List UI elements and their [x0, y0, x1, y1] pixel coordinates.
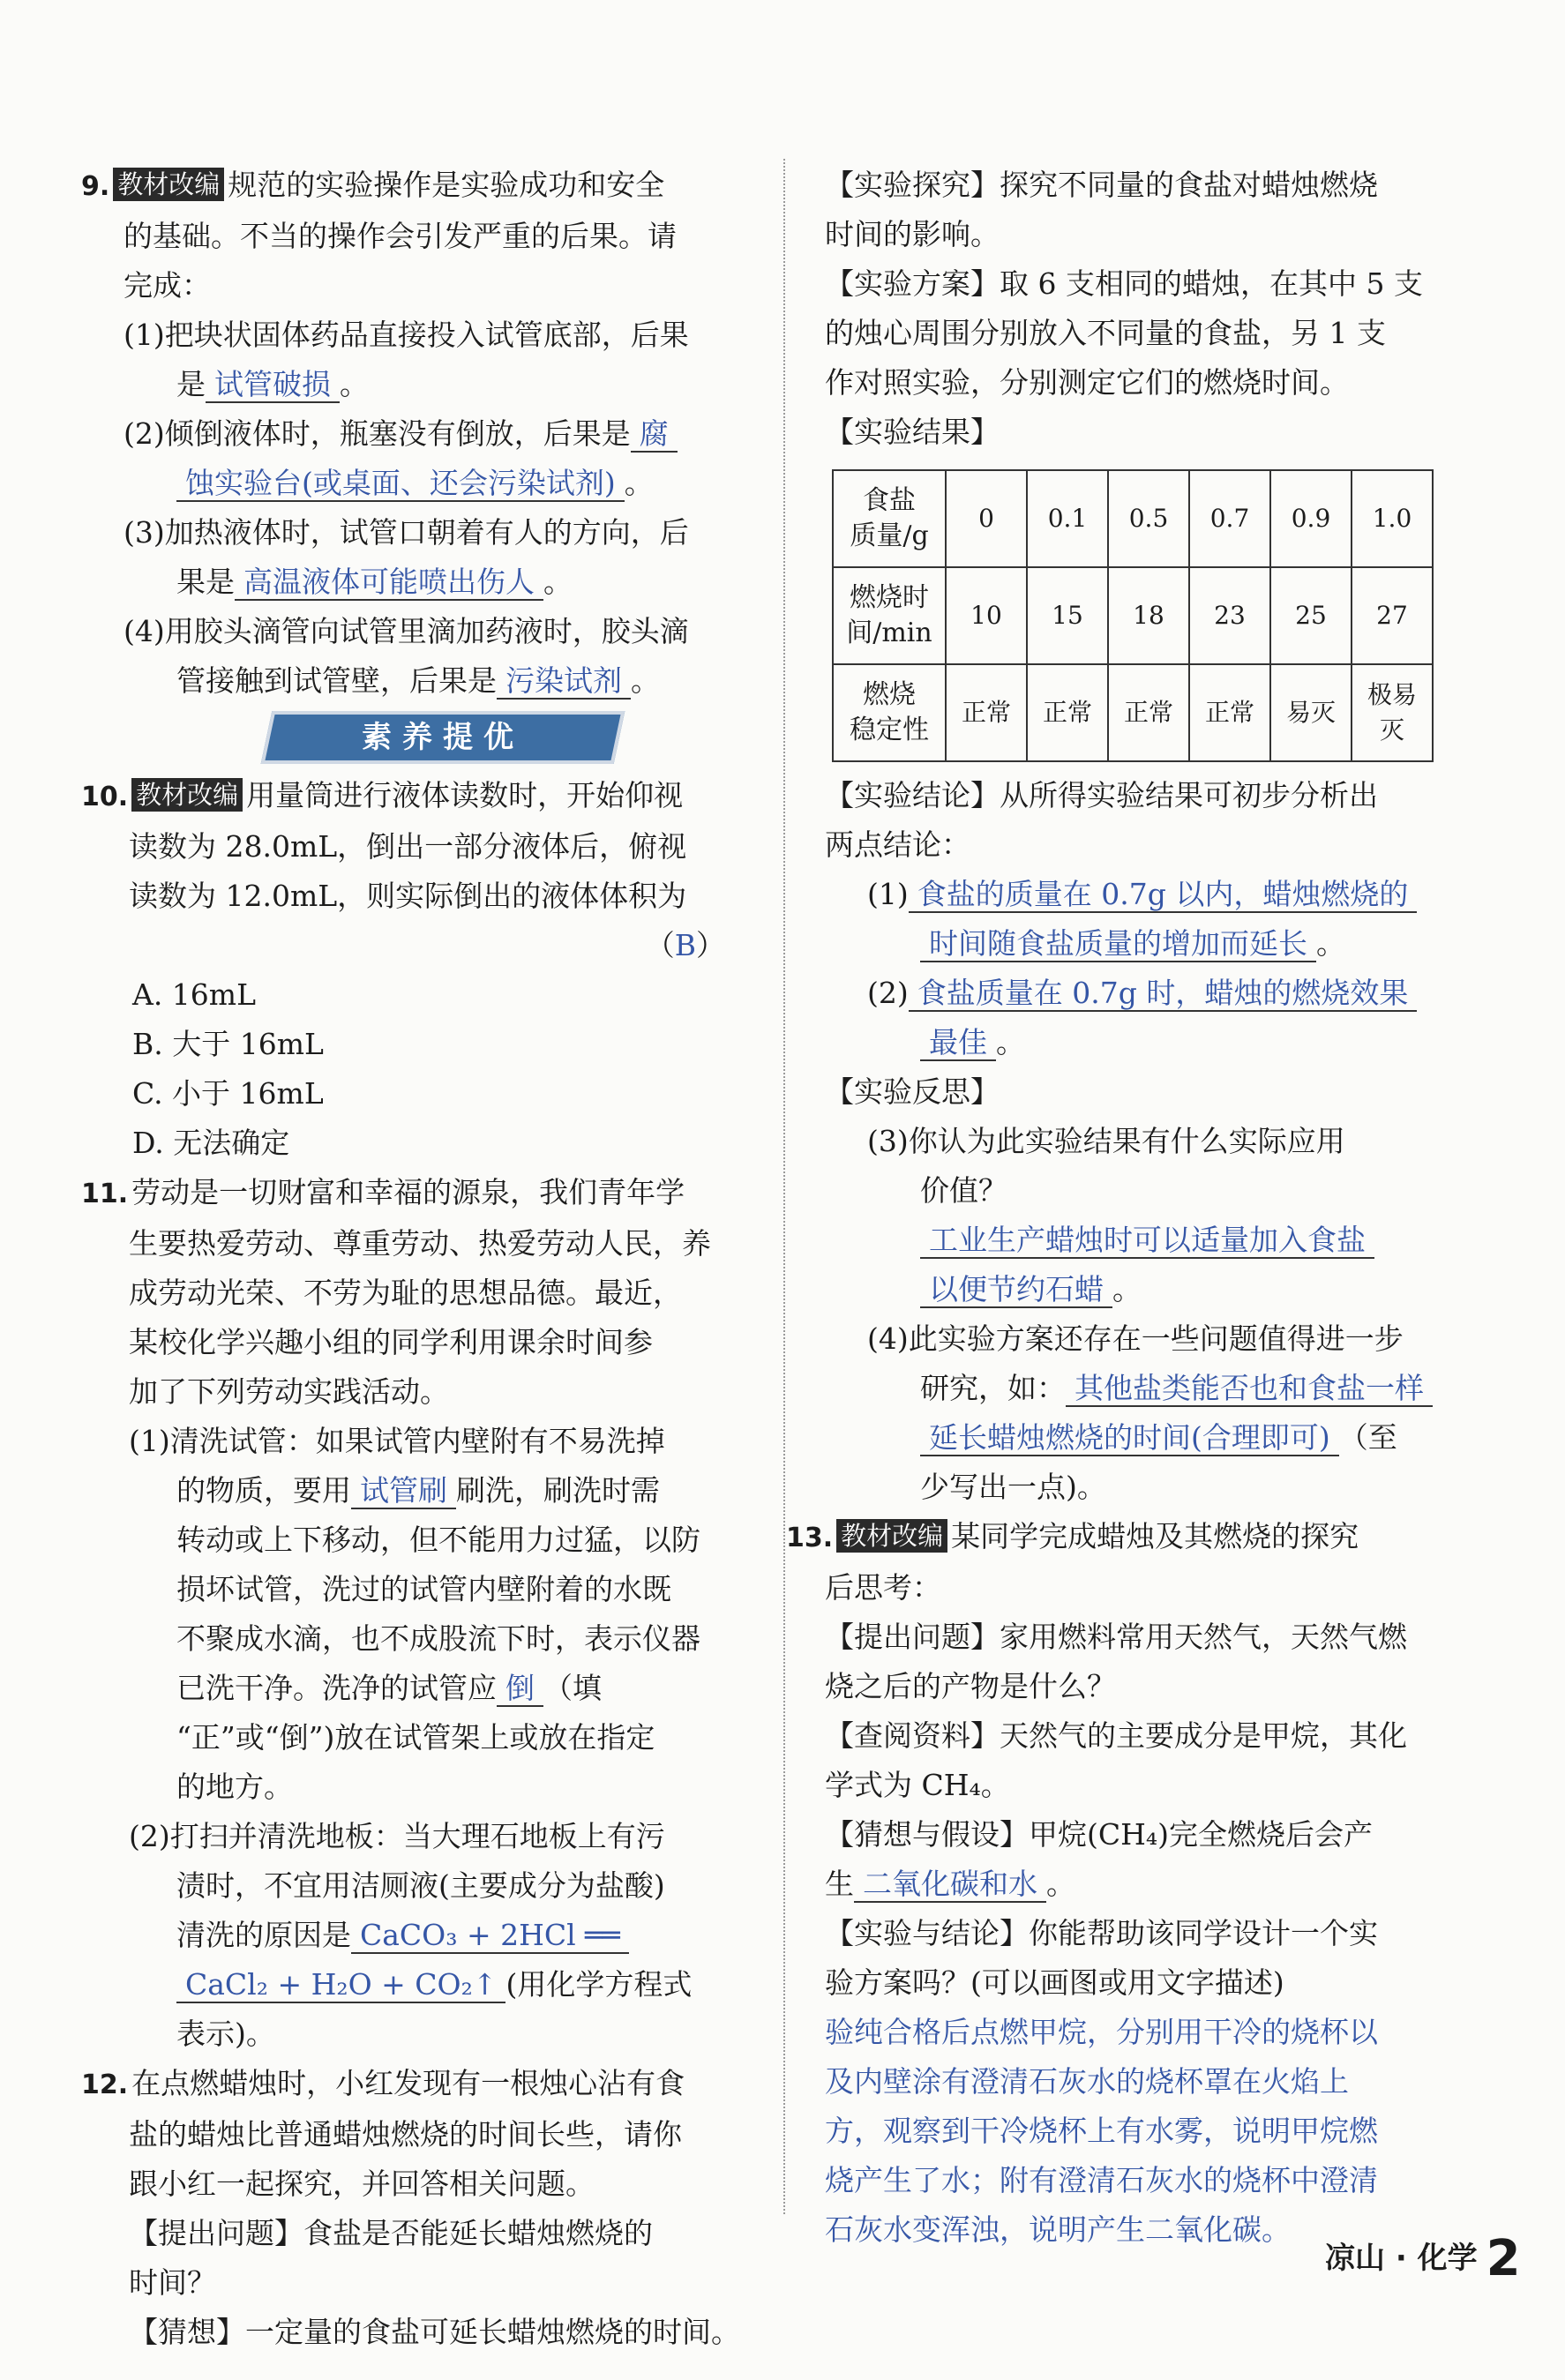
- table-row: 燃烧 稳定性 正常 正常 正常 正常 易灭 极易灭: [833, 664, 1433, 761]
- option-b: B. 大于 16mL: [132, 1027, 324, 1061]
- answer-blank: 食盐质量在 0.7g 时，蜡烛的燃烧效果: [909, 976, 1418, 1012]
- textbook-adapted-tag: 教材改编: [113, 168, 224, 201]
- answer-blank: 其他盐类能否也和食盐一样: [1066, 1371, 1433, 1407]
- footer-label: 凉山 · 化学: [1325, 2241, 1478, 2276]
- answer-blank: 倒: [497, 1671, 543, 1707]
- right-column: 【实验探究】探究不同量的食盐对蜡烛燃烧 时间的影响。 【实验方案】取 6 支相同的蜡烛，在其中 5 支 的烛心周围分别放入不同量的食盐，另 1 支 作对照实验，分别测定它们的燃烧时间。 【实验结果】 食盐 质量/g 0 0.1 0.5 0.7 0.9 1.0 燃烧时 间/min 10 15 18 23 25 27 燃烧 稳定性 正常 正常 正常 正常 易灭 极易灭 【实验结论】从所得实验结果可初步分析出 两点结论： (1) 食盐的质量在 0.7g 以内，蜡烛燃烧的 时间随食盐质量的增加而延长 。 (2) 食盐质量在 0.7g 时，蜡烛的燃烧效果 最佳 。 【实验反思】 (3)你认为此实验结果有什么实际应用 价值？ 工业生产蜡烛时可以适量加入食盐 以便节约石蜡 。 (4)此实验方案还存在一些问题值得进一步 研究，如： 其他盐类能否也和食盐一样 延长蜡烛燃烧的时间(合理即可) （至 少写出一点)。 13. 教材改编 某同学完成蜡烛及其燃烧的探究 后思考： 【提出问题】家用燃料常用天然气，天然气燃 烧之后的产物是什么？ 【查阅资料】天然气的主要成分是甲烷，其化 学式为 CH₄。 【猜想与假设】甲烷(CH₄)完全燃烧后会产 生 二氧化碳和水 。 【实验与结论】你能帮助该同学设计一个实 验方案吗？(可以画图或用文字描述) 验纯合格后点燃甲烷，分别用干冷的烧杯以 及内壁涂有澄清石灰水的烧杯罩在火焰上 方，观察到干冷烧杯上有水雾，说明甲烷燃 烧产生了水；附有澄清石灰水的烧杯中澄清 石灰水变浑浊，说明产生二氧化碳。: [825, 161, 1442, 2255]
- column-divider: [783, 159, 785, 2214]
- question-11: 11. 劳动是一切财富和幸福的源泉，我们青年学 生要热爱劳动、尊重劳动、热爱劳动人民，养 成劳动光荣、不劳为耻的思想品德。最近， 某校化学兴趣小组的同学利用课余时间参 加了下列劳动实践活动。 (1)清洗试管：如果试管内壁附有不易洗掉 的物质，要用 试管刷 刷洗，刷洗时需 转动或上下移动，但不能用力过猛，以防 损坏试管，洗过的试管内壁附着的水既 不聚成水滴，也不成股流下时，表示仪器 已洗干净。洗净的试管应 倒 （填 “正”或“倒”)放在试管架上或放在指定 的地方。 (2)打扫并清洗地板：当大理石地板上有污 渍时，不宜用洁厕液(主要成分为盐酸) 清洗的原因是 CaCO₃ + 2HCl ══ CaCl₂ + H₂O + CO₂↑ (用化学方程式 表示)。: [81, 1175, 711, 2051]
- answer-blank: 高温液体可能喷出伤人: [235, 565, 543, 601]
- answer-text: 方，观察到干冷烧杯上有水雾，说明甲烷燃: [825, 2114, 1378, 2148]
- question-13: 13. 教材改编 某同学完成蜡烛及其燃烧的探究 后思考： 【提出问题】家用燃料常用天然气，天然气燃 烧之后的产物是什么？ 【查阅资料】天然气的主要成分是甲烷，其化 学式为 CH₄。 【猜想与假设】甲烷(CH₄)完全燃烧后会产 生 二氧化碳和水 。 【实验与结论】你能帮助该同学设计一个实 验方案吗？(可以画图或用文字描述) 验纯合格后点燃甲烷，分别用干冷的烧杯以 及内壁涂有澄清石灰水的烧杯罩在火焰上 方，观察到干冷烧杯上有水雾，说明甲烷燃 烧产生了水；附有澄清石灰水的烧杯中澄清 石灰水变浑浊，说明产生二氧化碳。: [825, 1512, 1442, 2255]
- answer-blank: 工业生产蜡烛时可以适量加入食盐: [920, 1223, 1374, 1259]
- option-a: A. 16mL: [132, 977, 257, 1012]
- question-9: 9. 教材改编 规范的实验操作是实验成功和安全 的基础。不当的操作会引发严重的后果。请 完成： (1)把块状固体药品直接投入试管底部，后果 是 试管破损 。 (2)倾倒液体时，瓶塞没有倒放，后果是 腐 蚀实验台(或桌面、还会污染试剂) 。 (3)加热液体时，试管口朝着有人的方向，后 果是 高温液体可能喷出伤人 。 (4)用胶头滴管向试管里滴加药液时，胶头滴 管接触到试管壁，后果是 污染试剂 。: [81, 168, 689, 698]
- question-10: 10. 教材改编 用量筒进行液体读数时，开始仰视 读数为 28.0mL，倒出一部分液体后，俯视 读数为 12.0mL，则实际倒出的液体体积为 （B） A. 16mL B. 大于 16mL C. 小于 16mL D. 无法确定: [81, 771, 752, 1168]
- answer-text: 及内壁涂有澄清石灰水的烧杯罩在火焰上: [825, 2064, 1349, 2099]
- answer-blank: 蚀实验台(或桌面、还会污染试剂): [176, 466, 625, 502]
- answer-blank: 二氧化碳和水: [854, 1867, 1046, 1903]
- choice-answer: B: [674, 928, 696, 962]
- answer-blank: 腐: [631, 416, 678, 453]
- left-column: [81, 161, 752, 2357]
- option-c: C. 小于 16mL: [132, 1076, 324, 1111]
- answer-blank: 延长蜡烛燃烧的时间(合理即可): [920, 1420, 1339, 1456]
- answer-blank: 以便节约石蜡: [920, 1272, 1112, 1308]
- page-number: 2: [1486, 2230, 1521, 2287]
- table-row: 食盐 质量/g 0 0.1 0.5 0.7 0.9 1.0: [833, 470, 1433, 567]
- section-banner: 素养提优: [266, 711, 619, 764]
- page-footer: [1325, 2230, 1521, 2287]
- answer-text: 石灰水变浑浊，说明产生二氧化碳。: [825, 2212, 1291, 2247]
- textbook-adapted-tag: 教材改编: [131, 778, 243, 812]
- answer-text: 验纯合格后点燃甲烷，分别用干冷的烧杯以: [825, 2015, 1378, 2049]
- table-row: 燃烧时 间/min 10 15 18 23 25 27: [833, 567, 1433, 664]
- question-12: 12. 在点燃蜡烛时，小红发现有一根烛心沾有食 盐的蜡烛比普通蜡烛燃烧的时间长些，请你 跟小红一起探究，并回答相关问题。 【提出问题】食盐是否能延长蜡烛燃烧的 时间？ 【猜想】一定量的食盐可延长蜡烛燃烧的时间。: [81, 2066, 740, 2349]
- answer-blank: CaCl₂ + H₂O + CO₂↑: [176, 1967, 505, 2003]
- answer-blank: CaCO₃ + 2HCl ══: [351, 1918, 629, 1954]
- answer-blank: 试管刷: [351, 1473, 456, 1509]
- answer-text: 烧产生了水；附有澄清石灰水的烧杯中澄清: [825, 2163, 1378, 2197]
- results-table: [832, 469, 1434, 762]
- answer-blank: 食盐的质量在 0.7g 以内，蜡烛燃烧的: [909, 877, 1418, 913]
- options: [81, 970, 752, 1168]
- answer-blank: 试管破损: [206, 367, 340, 403]
- answer-blank: 污染试剂: [497, 663, 631, 700]
- answer-blank: 时间随食盐质量的增加而延长: [920, 926, 1316, 962]
- option-d: D. 无法确定: [132, 1126, 290, 1160]
- textbook-adapted-tag: 教材改编: [836, 1519, 947, 1553]
- answer-blank: 最佳: [920, 1025, 996, 1061]
